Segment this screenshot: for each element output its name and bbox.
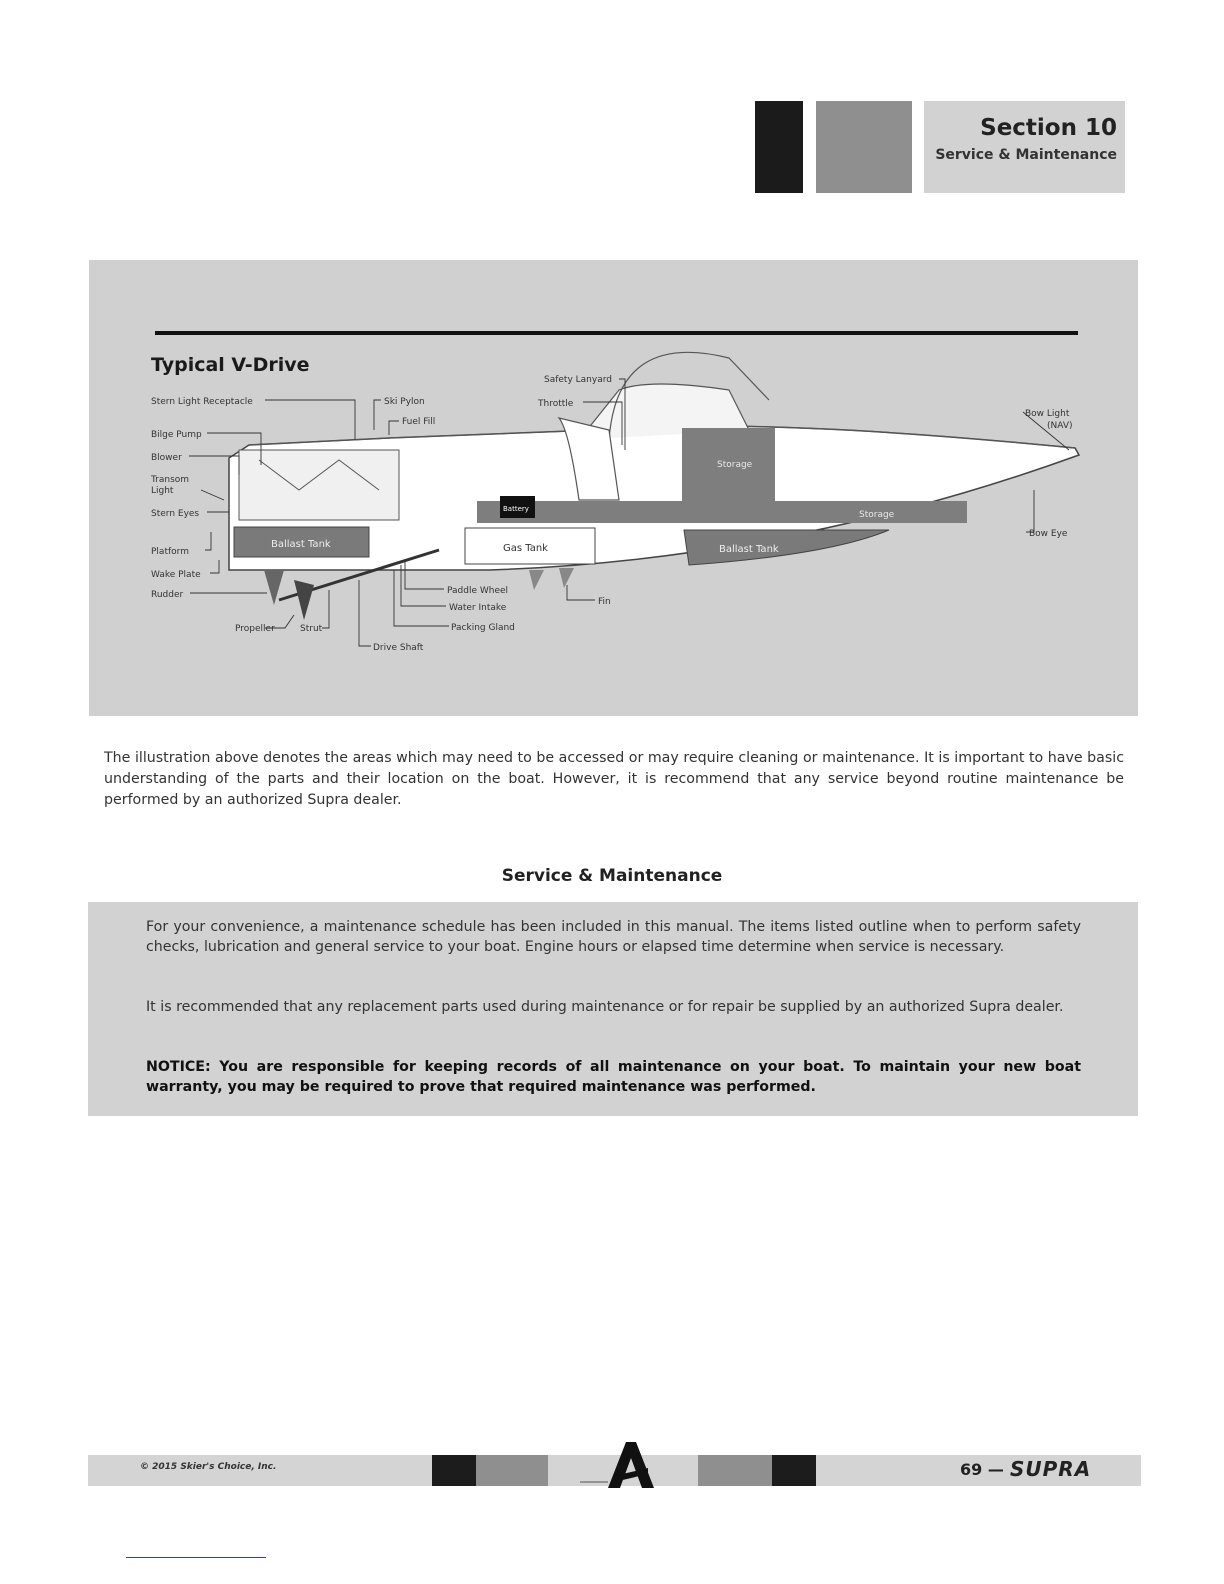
propeller-shape	[294, 580, 314, 620]
label-drive-shaft: Drive Shaft	[373, 643, 424, 653]
label-rudder: Rudder	[151, 590, 184, 600]
label-packing-gland: Packing Gland	[451, 623, 515, 633]
bottom-link-underline	[126, 1557, 266, 1558]
service-paragraph-1: For your convenience, a maintenance schedule has been included in this manual. The items listed outline when to perform safety checks, lubrication and general service to your boat. Engine hours or elapsed time determine when service is necessary.	[146, 919, 1081, 955]
label-transom-light-1: Transom	[151, 475, 190, 485]
ballast-tank-fwd-label: Ballast Tank	[719, 544, 779, 555]
header-black-block	[755, 101, 803, 193]
intro-paragraph: The illustration above denotes the areas which may need to be accessed or may require cleaning or maintenance. It is important to have basic understanding of the parts and their location on the boat. However, it is recommend that any service beyond routine maintenance be performed by an authorized Supra dealer.	[104, 750, 1124, 808]
footer-gray-block-right	[698, 1455, 772, 1486]
label-stern-eyes: Stern Eyes	[151, 509, 200, 519]
fin-shape-2	[559, 568, 574, 588]
header-gray-block	[816, 101, 912, 193]
ballast-tank-fwd	[684, 530, 889, 565]
service-paragraph-2: It is recommended that any replacement parts used during maintenance or for repair be supplied by an authorized Supra dealer.	[146, 999, 1064, 1015]
label-bow-light-1: Bow Light	[1025, 409, 1070, 419]
diagram-rule	[155, 331, 1078, 335]
gas-tank-label: Gas Tank	[503, 543, 548, 554]
diagram-title: Typical V-Drive	[151, 354, 310, 376]
label-stern-light-receptacle: Stern Light Receptacle	[151, 397, 253, 407]
label-fuel-fill: Fuel Fill	[402, 417, 436, 427]
section-header	[924, 101, 1125, 193]
engine-area	[239, 450, 399, 520]
label-paddle-wheel: Paddle Wheel	[447, 586, 509, 596]
service-heading: Service & Maintenance	[501, 866, 723, 886]
label-ski-pylon: Ski Pylon	[384, 397, 425, 407]
label-bow-light-2: (NAV)	[1047, 421, 1073, 431]
battery-label: Battery	[503, 505, 529, 513]
label-safety-lanyard: Safety Lanyard	[544, 375, 612, 385]
label-propeller: Propeller	[235, 624, 275, 634]
supra-logo-icon	[578, 1438, 660, 1492]
boat-diagram	[89, 260, 1138, 716]
label-transom-light-2: Light	[151, 486, 174, 496]
label-platform: Platform	[151, 547, 189, 557]
footer-gray-block-left	[476, 1455, 548, 1486]
label-fin: Fin	[598, 597, 611, 607]
boat-diagram-panel	[89, 260, 1138, 716]
fin-shape-1	[529, 570, 544, 590]
storage-bow-label: Storage	[717, 460, 753, 470]
footer-copyright: © 2015 Skier's Choice, Inc.	[140, 1462, 277, 1472]
label-bow-eye: Bow Eye	[1029, 529, 1068, 539]
service-notice: NOTICE: You are responsible for keeping records of all maintenance on your boat. To maintain your new boat warranty, you may be required to prove that required maintenance was performed.	[146, 1059, 1081, 1095]
label-blower: Blower	[151, 453, 182, 463]
footer-black-block-left	[432, 1455, 476, 1486]
footer-page-number: 69 —	[960, 1460, 1004, 1479]
section-title: Section 10	[980, 115, 1117, 141]
footer-black-block-right	[772, 1455, 816, 1486]
label-strut: Strut	[300, 624, 323, 634]
label-water-intake: Water Intake	[449, 603, 507, 613]
section-subtitle: Service & Maintenance	[935, 147, 1117, 163]
label-throttle: Throttle	[538, 399, 574, 409]
label-bilge-pump: Bilge Pump	[151, 430, 202, 440]
footer-brand: SUPRA	[1010, 1457, 1092, 1481]
label-wake-plate: Wake Plate	[151, 570, 201, 580]
service-panel	[88, 902, 1138, 1116]
ballast-tank-aft-label: Ballast Tank	[271, 539, 331, 550]
storage-floor-label: Storage	[859, 510, 895, 520]
